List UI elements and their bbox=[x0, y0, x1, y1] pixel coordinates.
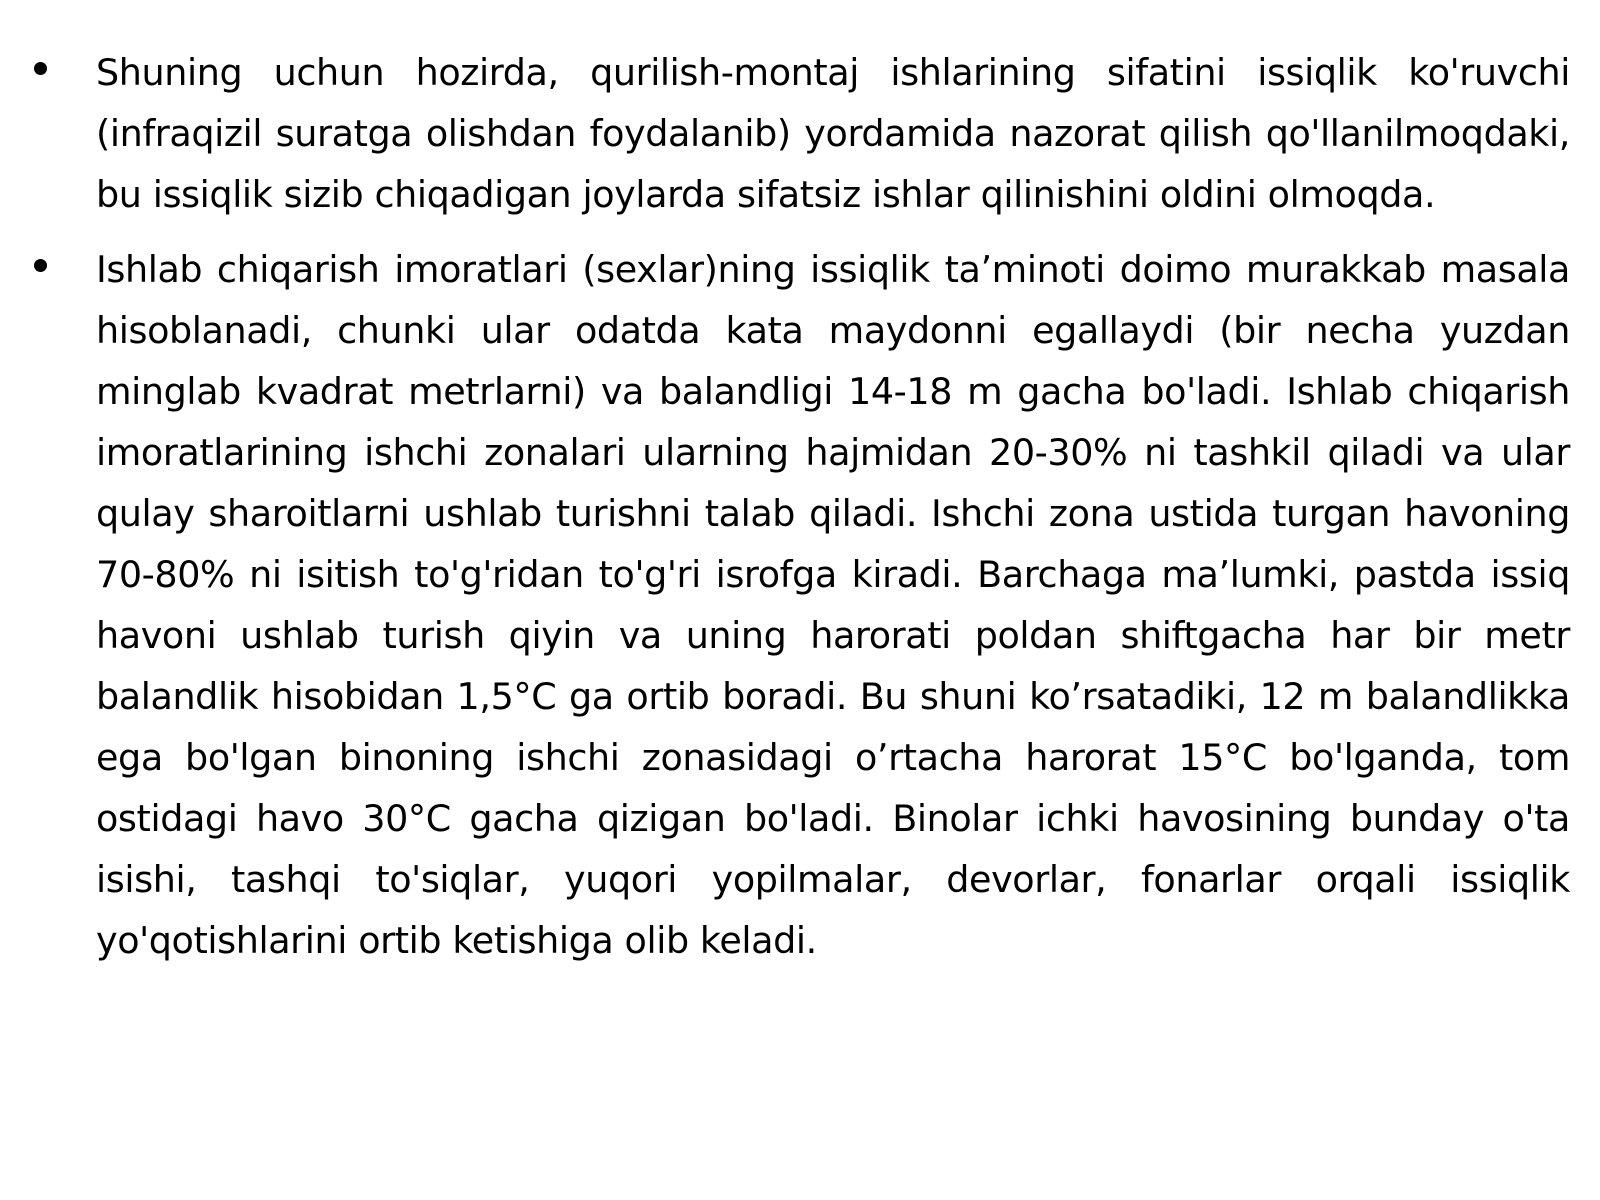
bullet-dot-icon bbox=[34, 62, 47, 75]
bullet-item-2 bbox=[30, 239, 1570, 971]
bullet-item-1 bbox=[30, 42, 1570, 225]
bullet-list bbox=[30, 42, 1570, 985]
bullet-dot-icon bbox=[34, 259, 47, 272]
bullet-text-2: Ishlab chiqarish imoratlari (sexlar)ning issiqlik ta’minoti doimo murakkab masala hisoblanadi, chunki ular odatda kata maydonni egallaydi (bir necha yuzdan minglab kvadrat metrlarni) va balandligi 14-18 m gacha bo'ladi. Ishlab chiqarish imoratlarining ishchi zonalari ularning hajmidan 20-30% ni tashkil qiladi va ular qulay sharoitlarni ushlab turishni talab qiladi. Ishchi zona ustida turgan havoning 70-80% ni isitish to'g'ridan to'g'ri isrofga kiradi. Barchaga ma’lumki, pastda issiq havoni ushlab turish qiyin va uning harorati poldan shiftgacha har bir metr balandlik hisobidan 1,5°C ga ortib boradi. Bu shuni ko’rsatadiki, 12 m balandlikka ega bo'lgan binoning ishchi zonasidagi o’rtacha harorat 15°C bo'lganda, tom ostidagi havo 30°C gacha qizigan bo'ladi. Binolar ichki havosining bunday o'ta isishi, tashqi to'siqlar, yuqori yopilmalar, devorlar, fonarlar orqali issiqlik yo'qotishlarini ortib ketishiga olib keladi. bbox=[96, 248, 1570, 962]
bullet-text-1: Shuning uchun hozirda, qurilish-montaj ishlarining sifatini issiqlik ko'ruvchi (infraqizil suratga olishdan foydalanib) yordamida nazorat qilish qo'llanilmoqdaki, bu issiqlik sizib chiqadigan joylarda sifatsiz ishlar qilinishini oldini olmoqda. bbox=[96, 51, 1570, 216]
